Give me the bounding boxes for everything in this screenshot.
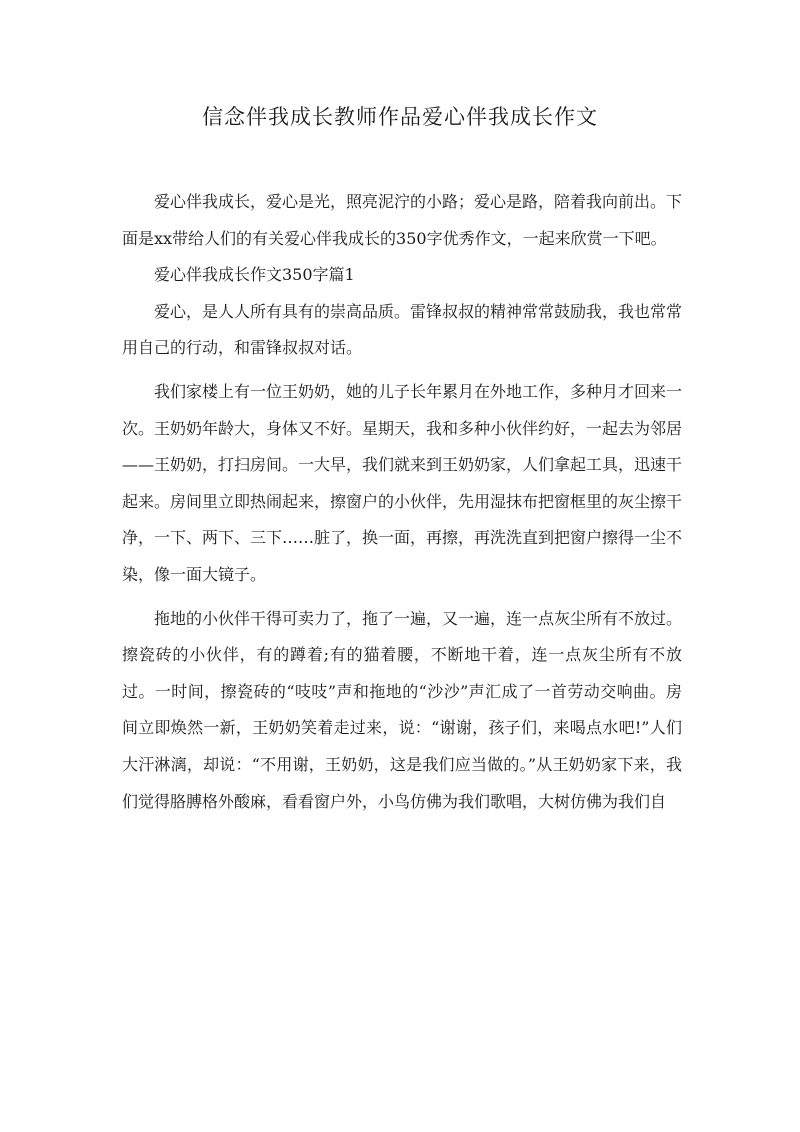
body-paragraph-1: 爱心，是人人所有具有的崇高品质。雷锋叔叔的精神常常鼓励我，我也常常用自己的行动，和雷锋叔叔对话。 xyxy=(122,301,683,358)
paragraph-gap xyxy=(122,594,682,601)
document-body xyxy=(122,184,682,820)
document-title: 信念伴我成长教师作品爱心伴我成长作文 xyxy=(202,105,598,129)
body-paragraph-2: 我们家楼上有一位王奶奶，她的儿子长年累月在外地工作，多种月才回来一次。王奶奶年龄大，身体又不好。星期天，我和多种小伙伴约好，一起去为邻居——王奶奶，打扫房间。一大早，我们就来到王奶奶家，人们拿起工具，迅速干起来。房间里立即热闹起来，擦窗户的小伙伴，先用湿抹布把窗框里的灰尘擦干净，一下、两下、三下……脏了，换一面，再擦，再洗洗直到把窗户擦得一尘不染，像一面大镜子。 xyxy=(122,381,683,584)
intro-paragraph: 爱心伴我成长，爱心是光，照亮泥泞的小路；爱心是路，陪着我向前出。下面是xx带给人们的有关爱心伴我成长的350字优秀作文，一起来欣赏一下吧。 xyxy=(122,192,683,248)
section-heading: 爱心伴我成长作文350字篇1 xyxy=(154,265,355,285)
paragraph-gap xyxy=(122,367,682,374)
body-paragraph-3: 拖地的小伙伴干得可卖力了，拖了一遍，又一遍，连一点灰尘所有不放过。擦瓷砖的小伙伴，有的蹲着;有的猫着腰，不断地干着，连一点灰尘所有不放过。一时间，擦瓷砖的“吱吱”声和拖地的“沙沙”声汇成了一首劳动交响曲。房间立即焕然一新，王奶奶笑着走过来，说：“谢谢，孩子们，来喝点水吧!”人们大汗淋漓，却说：“不用谢，王奶奶，这是我们应当做的。”从王奶奶家下来，我们觉得胳膊格外酸麻，看看窗户外，小鸟仿佛为我们歌唱，大树仿佛为我们自 xyxy=(122,608,683,811)
